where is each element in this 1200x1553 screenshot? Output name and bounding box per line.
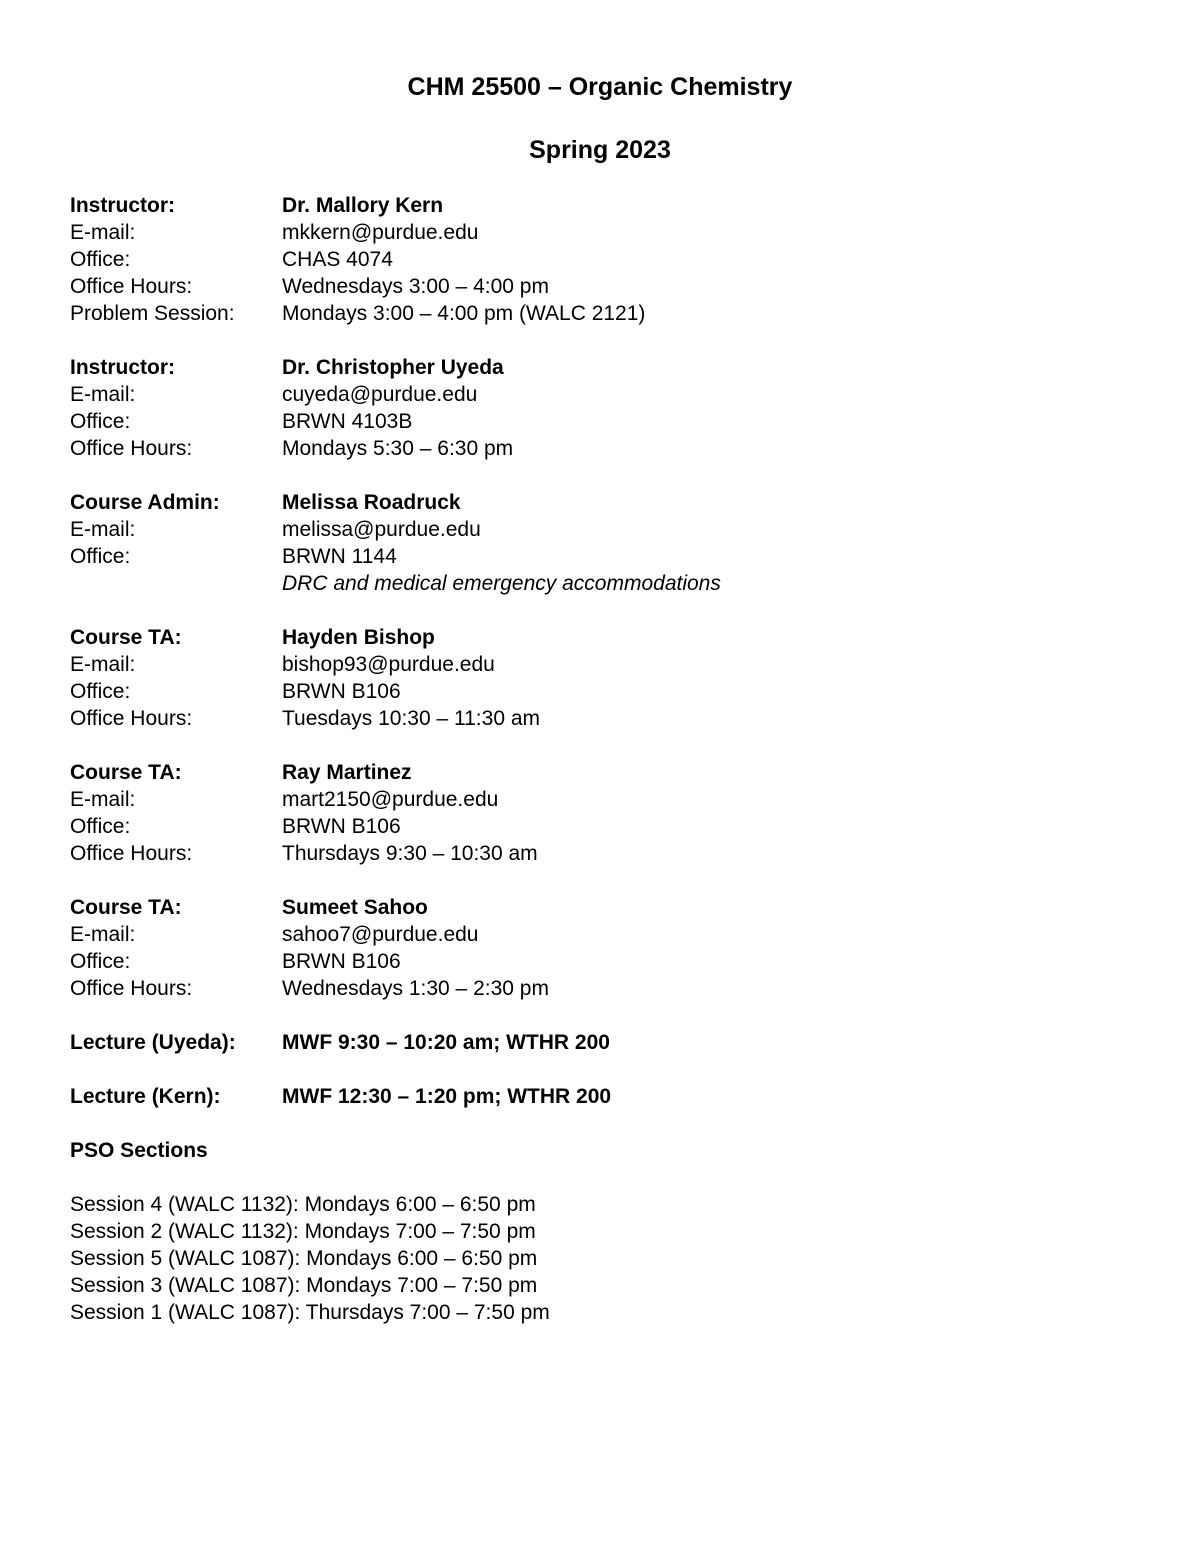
contact-block-ta-sahoo [70, 894, 1130, 1002]
office-value: BRWN B106 [282, 680, 401, 703]
syllabus-content [70, 192, 1130, 1326]
problem-session-label: Problem Session: [70, 302, 235, 325]
term-title: Spring 2023 [529, 136, 671, 164]
office-hours-value: Mondays 5:30 – 6:30 pm [282, 437, 514, 460]
list-item [70, 1191, 1130, 1218]
office-hours-value: Wednesdays 1:30 – 2:30 pm [282, 977, 549, 1000]
email-label: E-mail: [70, 383, 136, 406]
lecture-label: Lecture (Kern): [70, 1085, 221, 1108]
pso-sessions-list [70, 1191, 1130, 1326]
email-label: E-mail: [70, 221, 136, 244]
office-label: Office: [70, 950, 131, 973]
list-item [70, 1245, 1130, 1272]
office-value: BRWN B106 [282, 950, 401, 973]
office-value: BRWN 1144 [282, 545, 397, 568]
lecture-value: MWF 9:30 – 10:20 am; WTHR 200 [282, 1031, 610, 1054]
lecture-kern [70, 1083, 1130, 1110]
lecture-value: MWF 12:30 – 1:20 pm; WTHR 200 [282, 1085, 612, 1108]
email-value: bishop93@purdue.edu [282, 653, 495, 676]
office-label: Office: [70, 248, 131, 271]
contact-block-admin [70, 489, 1130, 597]
pso-session: Session 2 (WALC 1132): Mondays 7:00 – 7:50 pm [70, 1220, 536, 1243]
role-label: Course TA: [70, 761, 182, 784]
contact-block-kern [70, 192, 1130, 327]
contact-block-ta-bishop [70, 624, 1130, 732]
contact-name: Dr. Mallory Kern [282, 194, 444, 217]
office-hours-label: Office Hours: [70, 275, 193, 298]
role-label: Course Admin: [70, 491, 220, 514]
role-label: Course TA: [70, 626, 182, 649]
email-label: E-mail: [70, 788, 136, 811]
pso-session: Session 3 (WALC 1087): Mondays 7:00 – 7:50 pm [70, 1274, 538, 1297]
contact-name: Hayden Bishop [282, 626, 435, 649]
office-value: CHAS 4074 [282, 248, 393, 271]
contact-name: Dr. Christopher Uyeda [282, 356, 504, 379]
office-value: BRWN 4103B [282, 410, 413, 433]
lecture-uyeda [70, 1029, 1130, 1056]
office-label: Office: [70, 680, 131, 703]
office-label: Office: [70, 815, 131, 838]
office-label: Office: [70, 410, 131, 433]
empty-label [70, 570, 282, 597]
pso-session: Session 5 (WALC 1087): Mondays 6:00 – 6:50 pm [70, 1247, 538, 1270]
contact-name: Ray Martinez [282, 761, 412, 784]
email-value: mkkern@purdue.edu [282, 221, 479, 244]
lecture-label: Lecture (Uyeda): [70, 1031, 236, 1054]
admin-note: DRC and medical emergency accommodations [282, 572, 721, 595]
office-hours-label: Office Hours: [70, 707, 193, 730]
problem-session-value: Mondays 3:00 – 4:00 pm (WALC 2121) [282, 302, 646, 325]
email-label: E-mail: [70, 518, 136, 541]
office-hours-value: Thursdays 9:30 – 10:30 am [282, 842, 538, 865]
email-label: E-mail: [70, 923, 136, 946]
contact-block-ta-martinez [70, 759, 1130, 867]
course-title: CHM 25500 – Organic Chemistry [407, 73, 793, 101]
office-hours-label: Office Hours: [70, 437, 193, 460]
role-label: Instructor: [70, 194, 175, 217]
contact-name: Sumeet Sahoo [282, 896, 428, 919]
email-value: sahoo7@purdue.edu [282, 923, 479, 946]
role-label: Course TA: [70, 896, 182, 919]
list-item [70, 1299, 1130, 1326]
pso-sections-heading: PSO Sections [70, 1139, 208, 1162]
list-item [70, 1272, 1130, 1299]
role-label: Instructor: [70, 356, 175, 379]
office-value: BRWN B106 [282, 815, 401, 838]
office-hours-value: Tuesdays 10:30 – 11:30 am [282, 707, 540, 730]
list-item [70, 1218, 1130, 1245]
pso-session: Session 4 (WALC 1132): Mondays 6:00 – 6:50 pm [70, 1193, 536, 1216]
office-hours-label: Office Hours: [70, 977, 193, 1000]
email-value: melissa@purdue.edu [282, 518, 481, 541]
email-value: mart2150@purdue.edu [282, 788, 499, 811]
contact-block-uyeda [70, 354, 1130, 462]
office-hours-value: Wednesdays 3:00 – 4:00 pm [282, 275, 549, 298]
office-label: Office: [70, 545, 131, 568]
email-value: cuyeda@purdue.edu [282, 383, 478, 406]
email-label: E-mail: [70, 653, 136, 676]
office-hours-label: Office Hours: [70, 842, 193, 865]
contact-name: Melissa Roadruck [282, 491, 461, 514]
pso-session: Session 1 (WALC 1087): Thursdays 7:00 – 7:50 pm [70, 1301, 550, 1324]
